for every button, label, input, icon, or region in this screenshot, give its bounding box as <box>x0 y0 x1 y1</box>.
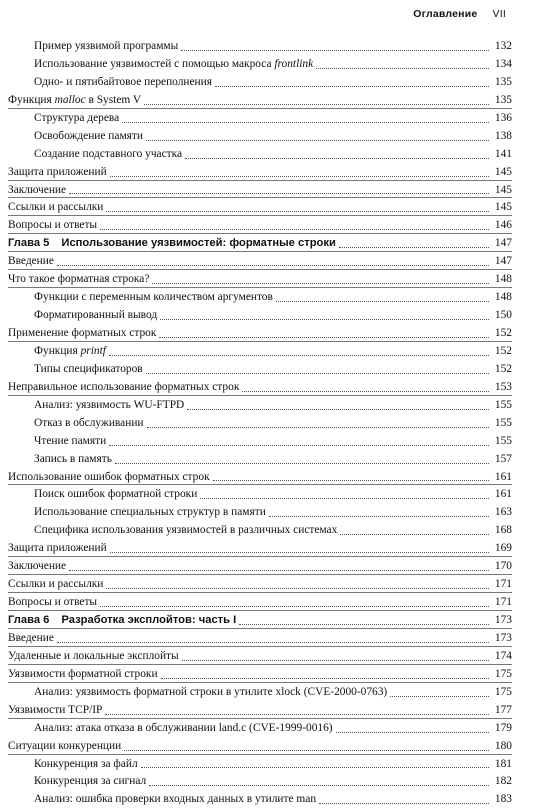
toc-page-number: 145 <box>494 165 512 178</box>
dot-leader <box>100 605 489 607</box>
toc-page-number: 168 <box>494 524 512 537</box>
dot-leader <box>200 497 489 499</box>
toc-entry <box>8 594 512 612</box>
toc-entry-function-name: malloc <box>54 93 86 106</box>
toc-entry-title: Заключение <box>8 560 67 573</box>
toc-entry-title: Анализ: уязвимость форматной строки в утилите xlock (CVE-2000-0763) <box>34 685 388 698</box>
toc-page-number: 135 <box>494 93 512 106</box>
dot-leader <box>213 479 489 481</box>
dot-leader <box>106 210 489 212</box>
toc-entry-title: Введение <box>8 255 54 268</box>
toc-entry <box>8 791 512 809</box>
dot-leader <box>316 67 489 69</box>
toc-page-number: 145 <box>494 183 512 196</box>
toc-entry <box>8 307 512 325</box>
toc-entry <box>8 415 512 433</box>
dot-leader <box>152 282 489 284</box>
dot-leader <box>109 444 489 446</box>
toc-entry <box>8 684 512 702</box>
toc-entry-title: Вопросы и ответы <box>8 219 98 232</box>
toc-page-number: 173 <box>494 631 512 644</box>
toc-page-number: 152 <box>494 344 512 357</box>
toc-page-number: 155 <box>494 398 512 411</box>
toc-page-number: 150 <box>494 309 512 322</box>
dot-leader <box>110 551 489 553</box>
toc-entry-title: Заключение <box>8 183 67 196</box>
toc-page-number: 157 <box>494 452 512 465</box>
toc-entry-text: в System V <box>85 93 142 106</box>
toc-page-number: 163 <box>494 506 512 519</box>
toc-entry <box>8 504 512 522</box>
toc-page-number: 175 <box>494 667 512 680</box>
toc-entry-title: Анализ: атака отказа в обслуживании land.c (CVE-1999-0016) <box>34 721 333 734</box>
toc-page-number: 155 <box>494 416 512 429</box>
toc-entry-title: Анализ: ошибка проверки входных данных в утилите man <box>34 793 317 806</box>
toc-page-number: 170 <box>494 560 512 573</box>
toc-page-number: 148 <box>494 273 512 286</box>
chapter-number: Глава 5 <box>8 237 50 250</box>
toc-entry-title: Отказ в обслуживании <box>34 416 144 429</box>
toc-page-number: 134 <box>494 57 512 70</box>
toc-entry-title: Введение <box>8 631 54 644</box>
dot-leader <box>390 695 489 697</box>
toc-page-number: 177 <box>494 703 512 716</box>
toc-page-number: 132 <box>494 40 512 52</box>
toc-entry-title <box>8 92 141 110</box>
toc-chapter-entry <box>8 235 512 253</box>
dot-leader <box>182 659 489 661</box>
dot-leader <box>159 336 489 338</box>
toc-page-number: 148 <box>494 291 512 304</box>
toc-entry <box>8 271 512 289</box>
toc-page-number: 155 <box>494 434 512 447</box>
toc-page-number: 152 <box>494 327 512 339</box>
dot-leader <box>122 121 489 123</box>
dot-leader <box>340 533 489 535</box>
toc-entry-title <box>8 612 236 630</box>
toc-entry-title: Уязвимости TCP/IP <box>8 703 103 716</box>
toc-entry-title <box>8 235 336 253</box>
toc-entry-title: Применение форматных строк <box>8 327 157 339</box>
toc-page-number: 183 <box>494 793 512 806</box>
toc-entry <box>8 451 512 469</box>
toc-entry-title <box>34 343 106 361</box>
toc-entry <box>8 38 512 56</box>
toc-entry <box>8 253 512 271</box>
dot-leader <box>106 587 489 589</box>
toc-page-number: 179 <box>494 721 512 734</box>
toc-page-number: 153 <box>494 380 512 393</box>
header-page-number: VII <box>492 8 506 20</box>
toc-page-number: 147 <box>494 255 512 268</box>
dot-leader <box>149 784 489 786</box>
toc-entry <box>8 74 512 92</box>
toc-page-number: 141 <box>494 147 512 160</box>
toc-page-number: 146 <box>494 219 512 232</box>
toc-page-number: 161 <box>494 488 512 501</box>
dot-leader <box>215 85 489 87</box>
toc-entry <box>8 630 512 648</box>
dot-leader <box>242 390 489 392</box>
toc-entry-title: Что такое форматная строка? <box>8 273 150 286</box>
toc-page-number: 152 <box>494 362 512 375</box>
toc-entry <box>8 469 512 487</box>
toc-page-number: 136 <box>494 111 512 124</box>
dot-leader <box>187 408 489 410</box>
toc-entry <box>8 289 512 307</box>
toc-entry-text: Функция <box>34 344 81 357</box>
toc-entry-title: Ссылки и рассылки <box>8 578 104 591</box>
dot-leader <box>146 372 489 374</box>
toc-entry <box>8 182 512 200</box>
toc-entry <box>8 433 512 451</box>
toc-entry-function-name: frontlink <box>274 57 314 70</box>
dot-leader <box>239 623 489 625</box>
toc-entry-title: Типы спецификаторов <box>34 362 143 375</box>
toc-entry <box>8 720 512 738</box>
toc-entry-title: Функции с переменным количеством аргументов <box>34 291 273 304</box>
toc-entry-text: Использование уязвимостей с помощью макроса <box>34 57 275 70</box>
toc-entry <box>8 666 512 684</box>
dot-leader <box>269 515 489 517</box>
toc-entry-title: Уязвимости форматной строки <box>8 667 158 680</box>
toc-entry-title: Использование ошибок форматных строк <box>8 470 210 483</box>
toc-entry-title: Специфика использования уязвимостей в различных системах <box>34 524 338 537</box>
toc-page-number: 135 <box>494 75 512 88</box>
dot-leader <box>185 157 489 159</box>
toc-entry <box>8 738 512 756</box>
toc-entry <box>8 343 512 361</box>
toc-entry <box>8 146 512 164</box>
dot-leader <box>110 175 489 177</box>
toc-entry-title: Конкуренция за сигнал <box>34 775 147 788</box>
toc-entry <box>8 128 512 146</box>
toc-entry <box>8 397 512 415</box>
toc-entry <box>8 164 512 182</box>
dot-leader <box>147 426 489 428</box>
toc-page-number: 173 <box>494 614 512 626</box>
toc-entry-title: Пример уязвимой программы <box>34 40 179 52</box>
dot-leader <box>57 264 489 266</box>
toc-page-number: 175 <box>494 685 512 698</box>
toc-entry <box>8 486 512 504</box>
table-of-contents <box>8 38 512 809</box>
toc-entry <box>8 325 512 343</box>
toc-entry-title: Поиск ошибок форматной строки <box>34 488 198 501</box>
dot-leader <box>69 192 489 194</box>
toc-entry-title: Освобождение памяти <box>34 129 143 142</box>
toc-page-number: 171 <box>494 596 512 609</box>
dot-leader <box>115 462 489 464</box>
toc-entry <box>8 648 512 666</box>
dot-leader <box>144 103 489 105</box>
toc-entry <box>8 92 512 110</box>
toc-entry-title: Ситуации конкуренции <box>8 739 122 752</box>
toc-entry-title: Конкуренция за файл <box>34 757 138 770</box>
toc-entry <box>8 522 512 540</box>
toc-entry <box>8 576 512 594</box>
toc-entry <box>8 110 512 128</box>
header-title: Оглавление <box>413 8 478 20</box>
toc-entry-title: Вопросы и ответы <box>8 596 98 609</box>
dot-leader <box>160 318 489 320</box>
toc-page-number: 138 <box>494 129 512 142</box>
toc-entry <box>8 361 512 379</box>
toc-entry-title: Использование специальных структур в памяти <box>34 506 266 519</box>
toc-entry-title: Защита приложений <box>8 542 107 555</box>
toc-page-number: 169 <box>494 542 512 555</box>
toc-page-number: 182 <box>494 775 512 788</box>
toc-entry-function-name: printf <box>80 344 106 357</box>
toc-page-number: 147 <box>494 237 512 250</box>
dot-leader <box>69 569 489 571</box>
toc-entry <box>8 756 512 774</box>
dot-leader <box>336 731 489 733</box>
toc-entry <box>8 199 512 217</box>
toc-entry <box>8 379 512 397</box>
toc-entry <box>8 702 512 720</box>
toc-entry <box>8 217 512 235</box>
toc-entry-title: Ссылки и рассылки <box>8 201 104 214</box>
running-header <box>413 8 506 20</box>
dot-leader <box>339 246 489 248</box>
dot-leader <box>319 802 489 804</box>
dot-leader <box>124 749 489 751</box>
dot-leader <box>181 49 489 51</box>
dot-leader <box>105 713 489 715</box>
toc-page-number: 161 <box>494 470 512 483</box>
toc-entry-title: Создание подставного участка <box>34 147 183 160</box>
toc-entry <box>8 540 512 558</box>
toc-page-number: 180 <box>494 739 512 752</box>
dot-leader <box>141 766 489 768</box>
toc-entry <box>8 56 512 74</box>
toc-page-number: 181 <box>494 757 512 770</box>
toc-entry-title: Неправильное использование форматных строк <box>8 380 240 393</box>
toc-page-number: 145 <box>494 201 512 214</box>
toc-entry-title: Структура дерева <box>34 111 120 124</box>
toc-entry-title <box>34 56 313 74</box>
toc-entry-title: Защита приложений <box>8 165 107 178</box>
dot-leader <box>146 139 489 141</box>
toc-chapter-entry <box>8 612 512 630</box>
chapter-number: Глава 6 <box>8 614 50 626</box>
toc-entry-title: Запись в память <box>34 452 112 465</box>
dot-leader <box>100 228 489 230</box>
toc-page-number: 171 <box>494 578 512 591</box>
toc-entry-title: Анализ: уязвимость WU-FTPD <box>34 398 185 411</box>
chapter-title: Разработка эксплойтов: часть I <box>61 614 237 626</box>
dot-leader <box>161 677 489 679</box>
dot-leader <box>276 300 489 302</box>
dot-leader <box>109 354 489 356</box>
toc-entry-title: Удаленные и локальные эксплойты <box>8 649 179 662</box>
chapter-title: Использование уязвимостей: форматные строки <box>61 237 336 250</box>
toc-entry-title: Одно- и пятибайтовое переполнения <box>34 75 212 88</box>
dot-leader <box>57 641 489 643</box>
toc-entry-text: Функция <box>8 93 55 106</box>
toc-page-number: 174 <box>494 649 512 662</box>
toc-entry-title: Чтение памяти <box>34 434 107 447</box>
toc-entry-title: Форматированный вывод <box>34 309 158 322</box>
toc-entry <box>8 558 512 576</box>
toc-entry <box>8 773 512 791</box>
